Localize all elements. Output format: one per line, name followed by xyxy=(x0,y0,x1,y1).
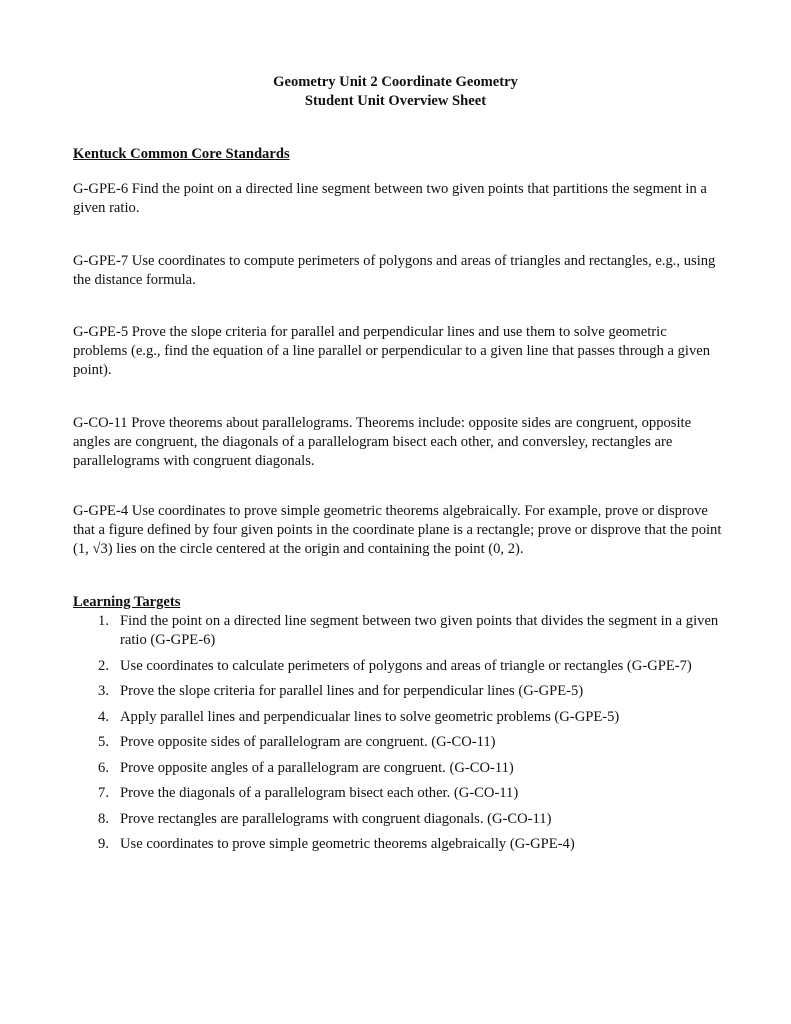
title-block xyxy=(0,73,791,111)
list-item xyxy=(73,733,733,752)
document-subtitle: Student Unit Overview Sheet xyxy=(304,93,487,109)
standard-g-gpe-5: G-GPE-5 Prove the slope criteria for parallel and perpendicular lines and use them to solve geometric problems (e.g., find the equation of a line parallel or perpendicular to a given line that passes through a given point). xyxy=(73,324,711,378)
standard-g-co-11: G-CO-11 Prove theorems about parallelograms. Theorems include: opposite sides are congruent, opposite angles are congruent, the diagonals of a parallelogram bisect each other, and conversley, rectangles are parallelograms with congruent diagonals. xyxy=(73,415,692,469)
standard-g-gpe-7: G-GPE-7 Use coordinates to compute perimeters of polygons and areas of triangles and rectangles, e.g., using the distance formula. xyxy=(73,253,716,288)
list-item-text: Prove rectangles are parallelograms with congruent diagonals. (G-CO-11) xyxy=(120,810,552,827)
list-item-text: Find the point on a directed line segment between two given points that divides the segment in a given ratio (G-GPE-6) xyxy=(120,613,719,648)
list-item-number: 3. xyxy=(98,683,109,699)
list-item-text: Use coordinates to calculate perimeters of polygons and areas of triangle or rectangles (G-GPE-7) xyxy=(120,657,692,674)
standard-g-gpe-4: G-GPE-4 Use coordinates to prove simple geometric theorems algebraically. For example, prove or disprove that a figure defined by four given points in the coordinate plane is a rectangle; prove or disprove that the point (1, √3) lies on the circle centered at the origin and containing the point (0, 2). xyxy=(73,503,722,557)
list-item xyxy=(73,708,733,727)
learning-targets-list xyxy=(73,612,733,861)
list-item-number: 2. xyxy=(98,657,109,674)
list-item-number: 7. xyxy=(98,785,109,801)
list-item-number: 1. xyxy=(98,613,109,629)
list-item-text: Use coordinates to prove simple geometric theorems algebraically (G-GPE-4) xyxy=(120,836,575,852)
list-item-number: 4. xyxy=(98,708,109,725)
list-item xyxy=(73,784,733,803)
document-title: Geometry Unit 2 Coordinate Geometry xyxy=(273,74,518,90)
list-item xyxy=(73,810,733,829)
learning-targets-heading: Learning Targets xyxy=(73,594,181,610)
list-item-number: 9. xyxy=(98,836,109,852)
list-item xyxy=(73,835,733,854)
list-item-text: Apply parallel lines and perpendicualar lines to solve geometric problems (G-GPE-5) xyxy=(120,708,620,725)
list-item-number: 5. xyxy=(98,734,109,750)
list-item-text: Prove opposite sides of parallelogram are congruent. (G-CO-11) xyxy=(120,734,496,750)
list-item xyxy=(73,657,733,676)
list-item xyxy=(73,682,733,701)
list-item-text: Prove opposite angles of a parallelogram are congruent. (G-CO-11) xyxy=(120,759,514,776)
standard-g-gpe-6: G-GPE-6 Find the point on a directed line segment between two given points that partitions the segment in a given ratio. xyxy=(73,181,707,216)
list-item-number: 8. xyxy=(98,810,109,827)
list-item-number: 6. xyxy=(98,759,109,776)
list-item-text: Prove the diagonals of a parallelogram bisect each other. (G-CO-11) xyxy=(120,785,519,801)
standards-heading: Kentuck Common Core Standards xyxy=(73,146,290,162)
list-item xyxy=(73,759,733,778)
list-item xyxy=(73,612,733,650)
list-item-text: Prove the slope criteria for parallel lines and for perpendicular lines (G-GPE-5) xyxy=(120,683,584,699)
